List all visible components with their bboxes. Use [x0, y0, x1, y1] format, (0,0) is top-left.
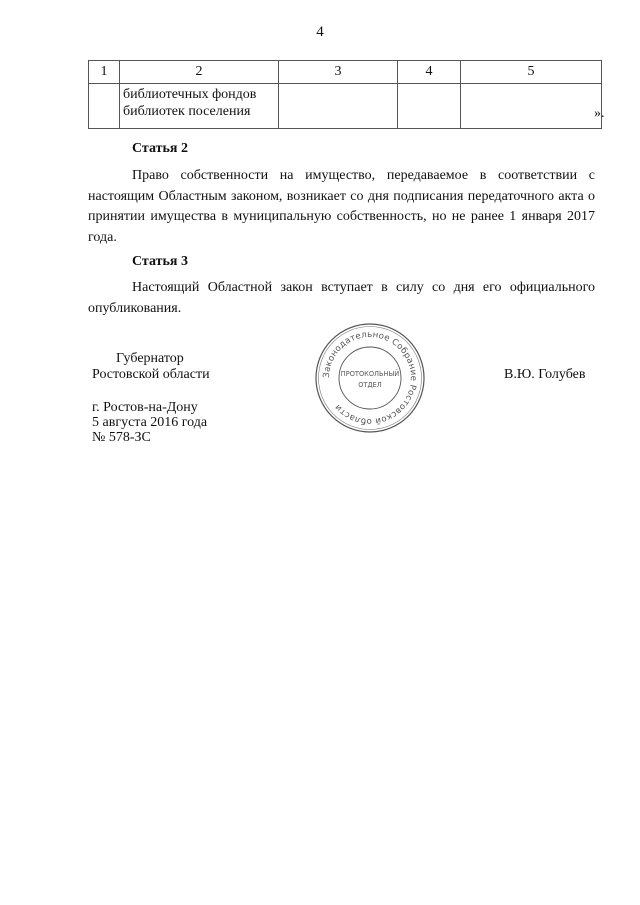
svg-text:Законодательное Собрание Росто [322, 330, 418, 426]
article-2-heading: Статья 2 [132, 141, 188, 156]
table-header-cell-1: 1 [89, 61, 120, 84]
table-header-row [89, 61, 602, 84]
table-cell-3 [279, 84, 398, 129]
article-3-text: Настоящий Областной закон вступает в силу со дня его официального опубликования. [88, 280, 595, 316]
table-header-cell-3: 3 [279, 61, 398, 84]
seal-center-line2: ОТДЕЛ [358, 381, 382, 389]
table-row [89, 84, 602, 129]
signatory-title-line1: Губернатор [116, 351, 184, 366]
law-number: № 578-ЗС [92, 430, 151, 445]
table-header-cell-5: 5 [461, 61, 602, 84]
signatory-title-line2: Ростовской области [92, 367, 210, 382]
seal-ring-text: Законодательное Собрание Ростовской области [321, 329, 419, 427]
signatory-name: В.Ю. Голубев [504, 367, 586, 382]
signing-place: г. Ростов-на-Дону [92, 400, 198, 415]
continuation-table [88, 60, 602, 129]
table-cell-4 [398, 84, 461, 129]
table-cell-2: библиотечных фондов библиотек поселения [120, 84, 279, 129]
article-3-heading: Статья 3 [132, 254, 188, 269]
table-header-cell-4: 4 [398, 61, 461, 84]
official-seal [314, 322, 426, 434]
closing-quote: ». [594, 106, 605, 121]
table-cell-1 [89, 84, 120, 129]
article-2-text: Право собственности на имущество, передаваемое в соответствии с настоящим Областным законом, возникает со дня подписания передаточного акта о принятии имущества в муниципальную собственность, но не ранее 1 января 2017 года. [88, 168, 595, 245]
page-number: 4 [316, 24, 324, 40]
table-cell-5 [461, 84, 602, 129]
seal-center-line1: ПРОТОКОЛЬНЫЙ [340, 370, 400, 378]
signing-date: 5 августа 2016 года [92, 415, 208, 430]
table-header-cell-2: 2 [120, 61, 279, 84]
